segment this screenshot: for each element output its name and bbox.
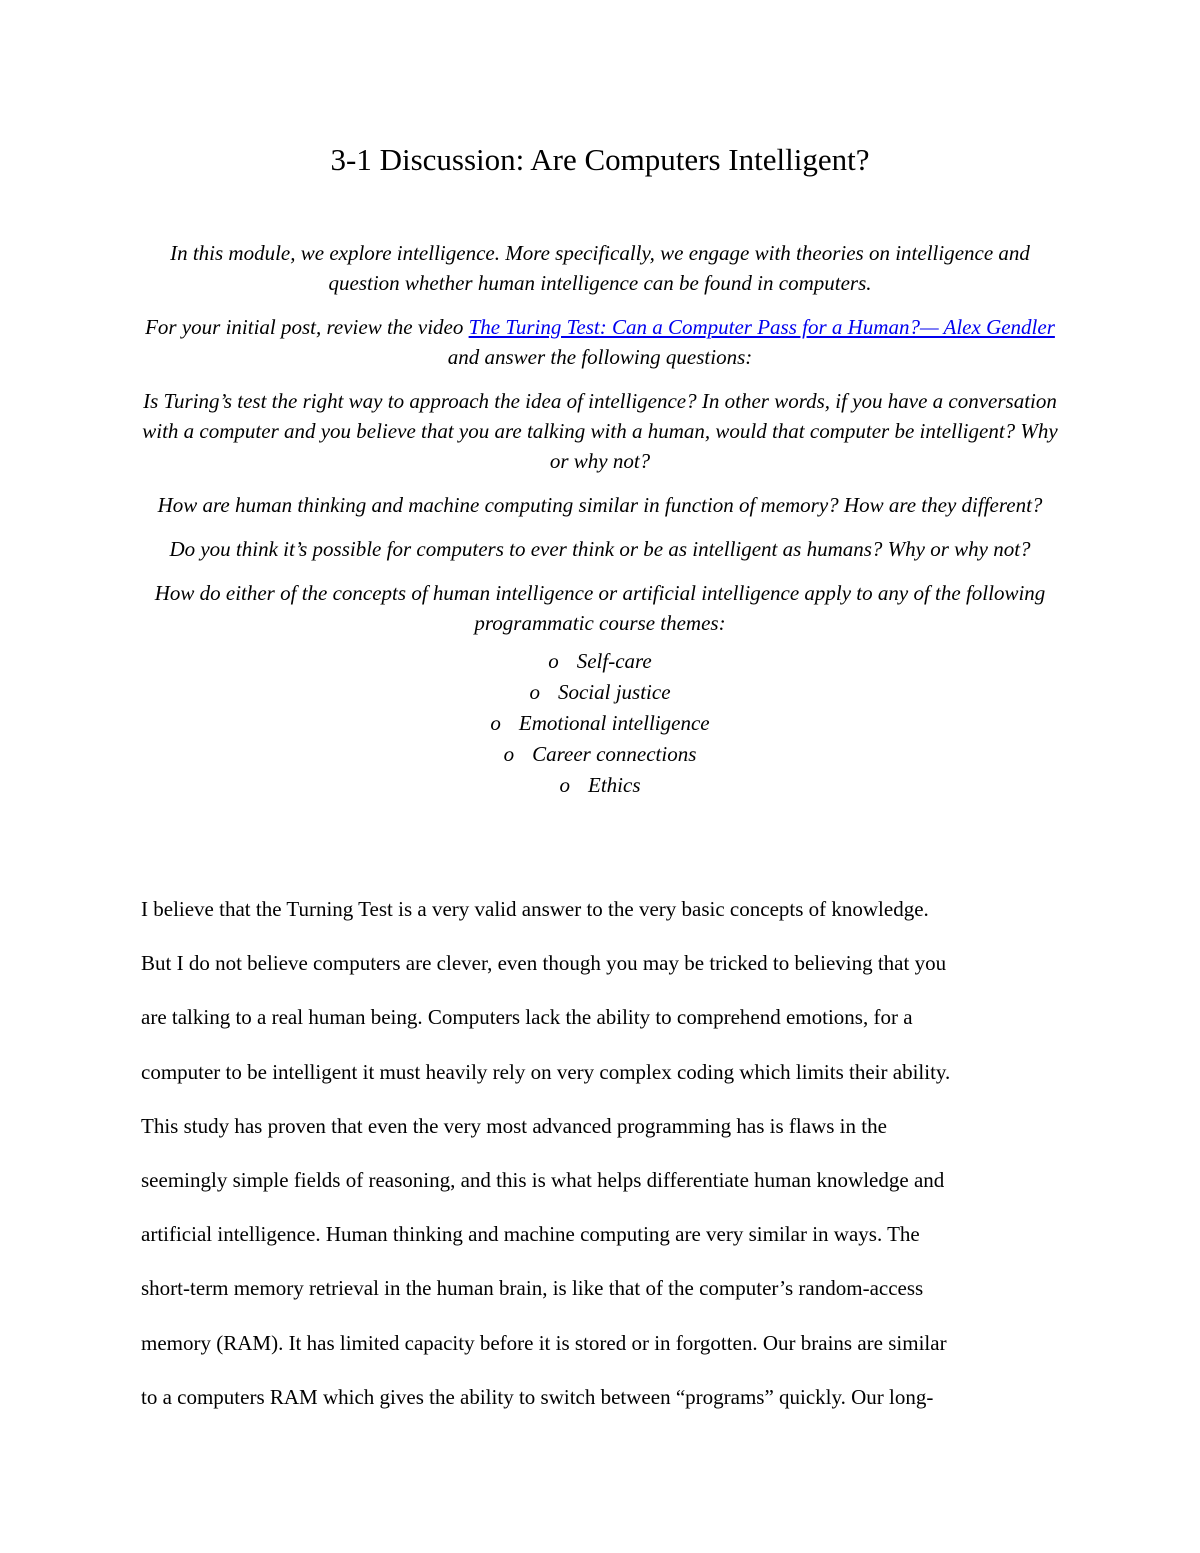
essay-line: memory (RAM). It has limited capacity before it is stored or in forgotten. Our brains are similar: [141, 1330, 947, 1355]
instruction-before-link: For your initial post, review the video: [145, 315, 469, 339]
theme-item: [140, 708, 1060, 739]
essay-line: computer to be intelligent it must heavily rely on very complex coding which limits their ability.: [141, 1059, 951, 1084]
essay-line: are talking to a real human being. Computers lack the ability to comprehend emotions, for a: [141, 1005, 913, 1030]
theme-label: Self-care: [576, 649, 652, 673]
question-3: Do you think it’s possible for computers to ever think or be as intelligent as humans? Why or why not?: [169, 537, 1031, 561]
essay-response: [141, 882, 1061, 1424]
bullet-icon: o: [503, 742, 515, 766]
bullet-icon: o: [529, 680, 540, 704]
theme-item: [140, 646, 1060, 677]
essay-line: seemingly simple fields of reasoning, and this is what helps differentiate human knowledge and: [141, 1167, 945, 1192]
theme-label: Emotional intelligence: [518, 711, 710, 735]
bullet-icon: o: [490, 711, 501, 735]
question-4: How do either of the concepts of human intelligence or artificial intelligence apply to any of the following programmatic course themes:: [154, 581, 1046, 635]
bullet-icon: o: [548, 649, 559, 673]
question-1: Is Turing’s test the right way to approach the idea of intelligence? In other words, if you have a conversation with a computer and you believe that you are talking with a human, would that computer be intelligent? Why or why not?: [142, 389, 1058, 473]
essay-line: short-term memory retrieval in the human brain, is like that of the computer’s random-access: [141, 1276, 924, 1301]
essay-line: But I do not believe computers are clever, even though you may be tricked to believing that you: [141, 951, 947, 976]
theme-item: [140, 770, 1060, 801]
page-title: 3-1 Discussion: Are Computers Intelligent?: [330, 142, 870, 177]
theme-label: Career connections: [532, 742, 697, 766]
discussion-prompt: [140, 238, 1060, 801]
essay-line: to a computers RAM which gives the ability to switch between “programs” quickly. Our long-: [141, 1384, 934, 1409]
theme-item: [140, 739, 1060, 770]
theme-label: Social justice: [557, 680, 671, 704]
essay-line: I believe that the Turning Test is a very valid answer to the very basic concepts of knowledge.: [141, 897, 929, 921]
essay-line: This study has proven that even the very most advanced programming has is flaws in the: [141, 1113, 887, 1138]
theme-item: [140, 677, 1060, 708]
bullet-icon: o: [559, 773, 570, 797]
video-link[interactable]: The Turing Test: Can a Computer Pass for a Human?— Alex Gendler: [468, 315, 1055, 339]
course-themes-list: [140, 646, 1060, 801]
prompt-instruction: [140, 312, 1060, 372]
prompt-intro: In this module, we explore intelligence. More specifically, we engage with theories on intelligence and question whether human intelligence can be found in computers.: [170, 241, 1030, 295]
essay-line: artificial intelligence. Human thinking and machine computing are very similar in ways. The: [141, 1222, 920, 1247]
theme-label: Ethics: [588, 773, 641, 797]
instruction-after-link: and answer the following questions:: [447, 345, 753, 369]
question-2: How are human thinking and machine computing similar in function of memory? How are they different?: [157, 493, 1043, 517]
